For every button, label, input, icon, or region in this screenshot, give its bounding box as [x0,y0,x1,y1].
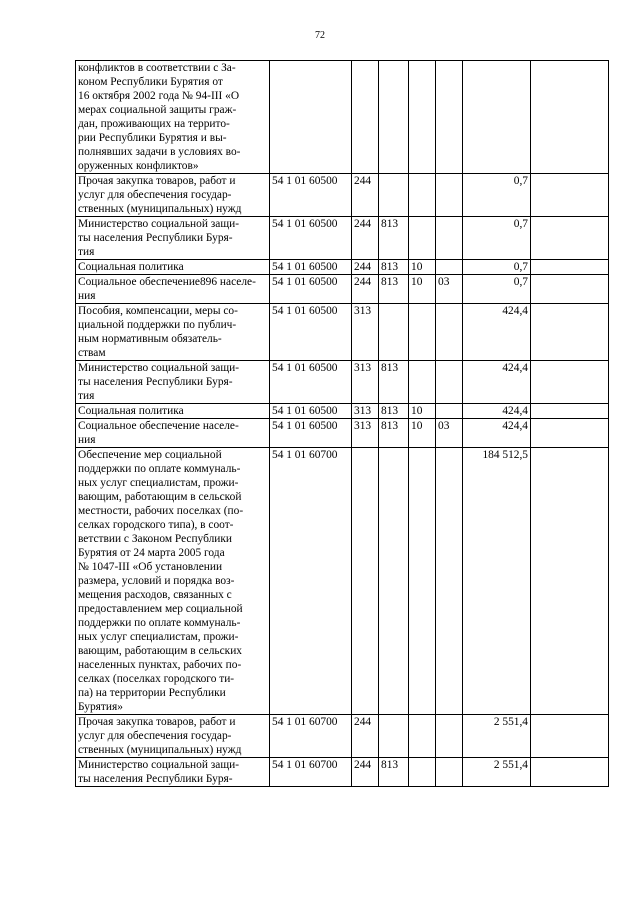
cell-expense-type [352,448,379,715]
cell-ministry-code: 813 [379,275,409,304]
cell-section [409,217,436,260]
cell-subsection [436,174,463,217]
cell-subsection [436,304,463,361]
cell-section [409,304,436,361]
cell-target-article: 54 1 01 60500 [270,275,352,304]
cell-ministry-code [379,304,409,361]
cell-subsection [436,217,463,260]
table-row [76,448,609,715]
table-row [76,715,609,758]
cell-ministry-code: 813 [379,419,409,448]
cell-target-article: 54 1 01 60500 [270,260,352,275]
cell-name: Прочая закупка товаров, работ и услуг для обеспечения государ- ственных (муниципальных) нужд [76,174,270,217]
cell-section: 10 [409,275,436,304]
cell-subsection [436,715,463,758]
cell-expense-type: 313 [352,361,379,404]
cell-expense-type: 244 [352,174,379,217]
cell-empty [531,217,609,260]
cell-amount: 424,4 [463,361,531,404]
cell-empty [531,61,609,174]
cell-target-article [270,61,352,174]
table-row [76,275,609,304]
table-row [76,217,609,260]
cell-subsection [436,361,463,404]
cell-expense-type: 244 [352,758,379,787]
cell-name: Социальная политика [76,260,270,275]
cell-expense-type: 313 [352,304,379,361]
cell-subsection [436,758,463,787]
cell-subsection [436,260,463,275]
cell-target-article: 54 1 01 60500 [270,174,352,217]
cell-section: 10 [409,404,436,419]
cell-subsection: 03 [436,419,463,448]
cell-name: Социальное обеспечение населе- ния [76,419,270,448]
cell-amount: 424,4 [463,404,531,419]
cell-empty [531,304,609,361]
cell-target-article: 54 1 01 60500 [270,419,352,448]
cell-amount: 0,7 [463,174,531,217]
cell-section: 10 [409,260,436,275]
cell-section [409,61,436,174]
table-row [76,758,609,787]
table-row [76,404,609,419]
cell-name: Пособия, компенсации, меры со- циальной поддержки по публич- ным нормативным обязатель- ствам [76,304,270,361]
cell-ministry-code: 813 [379,361,409,404]
cell-ministry-code: 813 [379,217,409,260]
cell-empty [531,758,609,787]
page-number: 72 [315,30,325,41]
cell-subsection: 03 [436,275,463,304]
budget-table [75,60,609,787]
cell-empty [531,715,609,758]
cell-subsection [436,448,463,715]
cell-name: Министерство социальной защи- ты населения Республики Буря- тия [76,217,270,260]
cell-name: Социальное обеспечение896 населе- ния [76,275,270,304]
cell-expense-type: 313 [352,404,379,419]
cell-amount: 2 551,4 [463,758,531,787]
table-row [76,304,609,361]
table-row [76,61,609,174]
cell-name: Прочая закупка товаров, работ и услуг для обеспечения государ- ственных (муниципальных) нужд [76,715,270,758]
cell-section [409,758,436,787]
cell-target-article: 54 1 01 60500 [270,304,352,361]
cell-expense-type [352,61,379,174]
cell-ministry-code: 813 [379,404,409,419]
cell-target-article: 54 1 01 60700 [270,715,352,758]
cell-section [409,174,436,217]
table-row [76,361,609,404]
cell-name: конфликтов в соответствии с За- коном Республики Бурятия от 16 октября 2002 года № 94-III «О мерах социальной защиты граж- дан, проживающих на террито- рии Республики Бурятия и вы- полнявших задачи в условиях во- оруженных конфликтов» [76,61,270,174]
cell-amount: 424,4 [463,304,531,361]
cell-subsection [436,404,463,419]
cell-target-article: 54 1 01 60700 [270,758,352,787]
cell-target-article: 54 1 01 60700 [270,448,352,715]
cell-ministry-code: 813 [379,260,409,275]
cell-ministry-code: 813 [379,758,409,787]
cell-expense-type: 244 [352,260,379,275]
cell-ministry-code [379,174,409,217]
cell-name: Социальная политика [76,404,270,419]
cell-empty [531,361,609,404]
cell-empty [531,260,609,275]
cell-expense-type: 244 [352,275,379,304]
cell-name: Министерство социальной защи- ты населения Республики Буря- тия [76,361,270,404]
cell-empty [531,419,609,448]
cell-amount: 0,7 [463,275,531,304]
cell-empty [531,275,609,304]
cell-empty [531,448,609,715]
cell-target-article: 54 1 01 60500 [270,217,352,260]
cell-ministry-code [379,715,409,758]
cell-expense-type: 244 [352,715,379,758]
cell-target-article: 54 1 01 60500 [270,361,352,404]
cell-section [409,361,436,404]
cell-section [409,448,436,715]
cell-name: Министерство социальной защи- ты населения Республики Буря- [76,758,270,787]
cell-amount: 0,7 [463,260,531,275]
cell-empty [531,174,609,217]
cell-amount [463,61,531,174]
cell-section [409,715,436,758]
cell-amount: 424,4 [463,419,531,448]
cell-ministry-code [379,448,409,715]
cell-expense-type: 313 [352,419,379,448]
cell-amount: 2 551,4 [463,715,531,758]
table-row [76,174,609,217]
cell-expense-type: 244 [352,217,379,260]
cell-subsection [436,61,463,174]
cell-section: 10 [409,419,436,448]
table-row [76,260,609,275]
cell-empty [531,404,609,419]
cell-ministry-code [379,61,409,174]
cell-name: Обеспечение мер социальной поддержки по оплате коммуналь- ных услуг специалистам, прожи- вающим, работающим в сельской местности, рабочих поселках (по- селках городского типа), в соот- ветствии с Законом Республики Бурятия от 24 марта 2005 года № 1047-III «Об установлении размера, условий и порядка воз- мещения расходов, связанных с предоставлением мер социальной поддержки по оплате коммуналь- ных услуг специалистам, прожи- вающим, работающим в сельских населенных пунктах, рабочих по- селках (поселках городского ти- па) на территории Республики Бурятия» [76,448,270,715]
table-row [76,419,609,448]
cell-amount: 0,7 [463,217,531,260]
cell-target-article: 54 1 01 60500 [270,404,352,419]
cell-amount: 184 512,5 [463,448,531,715]
